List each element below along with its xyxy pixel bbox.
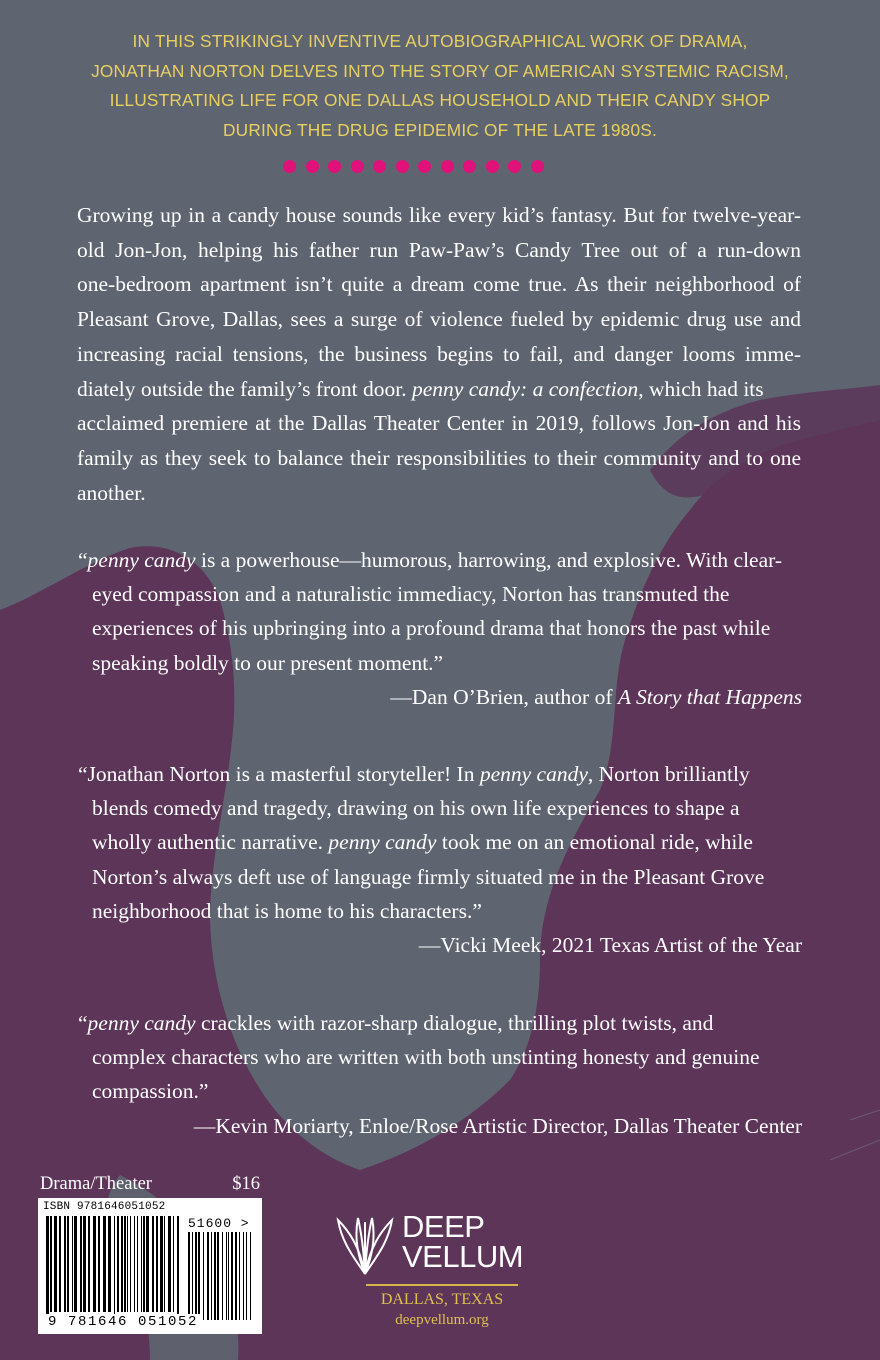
- quote-line: [78, 1006, 802, 1040]
- barcode-bar: [152, 1216, 154, 1312]
- price-barcode-bar: [222, 1232, 223, 1320]
- price-barcode-bar: [235, 1232, 237, 1320]
- barcode-bar: [156, 1216, 158, 1312]
- review-quote-3: [78, 1006, 802, 1143]
- blurb-line: ILLUSTRATING LIFE FOR ONE DALLAS HOUSEHOLD AND THEIR CANDY SHOP: [109, 90, 771, 110]
- quote-text: is a powerhouse—humorous, harrowing, and explosive. With clear-: [195, 548, 783, 572]
- isbn-barcode: [38, 1198, 262, 1334]
- genre-category: Drama/Theater: [40, 1174, 152, 1194]
- barcode-bar: [67, 1216, 69, 1312]
- barcode-bar: [83, 1216, 86, 1312]
- divider-dot: [486, 160, 499, 173]
- price-barcode-bar: [203, 1232, 204, 1320]
- price-barcode-bar: [214, 1232, 216, 1320]
- price-barcode-bar: [211, 1232, 212, 1320]
- quote-text: crackles with razor-sharp dialogue, thrilling plot twists, and: [195, 1011, 714, 1035]
- description-line: old Jon-Jon, helping his father run Paw-Paw’s Candy Tree out of a run-down: [77, 237, 801, 262]
- quote-text: took me on an emotional ride, while: [436, 830, 753, 855]
- attribution-book-title: A Story that Happens: [617, 684, 802, 709]
- divider-dot: [508, 160, 521, 173]
- price-code: 51600 >: [188, 1216, 250, 1231]
- barcode-bar: [103, 1216, 106, 1312]
- quote-mark: “: [78, 1011, 88, 1035]
- barcode-bar: [173, 1216, 174, 1312]
- price-barcode-bar: [228, 1232, 229, 1320]
- price-barcode-bar: [207, 1232, 209, 1320]
- barcode-bar: [54, 1216, 57, 1312]
- barcode-bar: [164, 1216, 165, 1312]
- description-text: , which had its: [638, 376, 764, 401]
- quote-text: , Norton brilliantly: [587, 762, 750, 786]
- barcode-bar: [146, 1216, 149, 1312]
- book-title-italic: penny candy: [87, 1011, 196, 1035]
- barcode-bar: [168, 1216, 171, 1312]
- blurb-line: DURING THE DRUG EPIDEMIC OF THE LATE 1980S.: [223, 119, 657, 140]
- review-quote-2: [78, 757, 802, 962]
- quote-text: wholly authentic narrative.: [92, 830, 329, 855]
- review-quote-1: [78, 543, 802, 714]
- divider-dot: [418, 160, 431, 173]
- barcode-bar: [93, 1216, 96, 1312]
- divider-dot: [373, 160, 386, 173]
- price-label: $16: [232, 1174, 260, 1194]
- divider-dot: [351, 160, 364, 173]
- barcode-bar: [108, 1216, 111, 1312]
- barcode-bar: [117, 1216, 119, 1312]
- price-barcode-bar: [226, 1232, 227, 1320]
- price-barcode-bar: [188, 1232, 190, 1320]
- blurb-line: JONATHAN NORTON DELVES INTO THE STORY OF AMERICAN SYSTEMIC RACISM,: [91, 60, 789, 81]
- publisher-divider: [366, 1284, 518, 1286]
- book-title-italic: penny candy: [87, 548, 196, 572]
- lotus-flower-icon: [336, 1214, 394, 1276]
- headline-blurb: [40, 27, 840, 145]
- quote-line: neighborhood that is home to his characters.”: [92, 898, 482, 923]
- barcode-bar: [59, 1216, 61, 1312]
- barcode-bar: [143, 1216, 145, 1312]
- price-barcode-bar: [250, 1232, 251, 1320]
- barcode-bar: [64, 1216, 66, 1312]
- book-title-italic: penny candy: a confection: [411, 376, 639, 401]
- barcode-bar: [114, 1216, 115, 1320]
- book-description: [77, 198, 801, 510]
- publisher-name: [402, 1209, 524, 1274]
- barcode-bar: [98, 1216, 100, 1312]
- publisher-name-line: VELLUM: [402, 1239, 524, 1274]
- dot-divider: [283, 160, 544, 174]
- quote-attribution: —Kevin Moriarty, Enloe/Rose Artistic Director, Dallas Theater Center: [193, 1113, 802, 1138]
- barcode-bar: [80, 1216, 82, 1312]
- barcode-bar: [50, 1216, 52, 1312]
- barcode-bar: [127, 1216, 128, 1312]
- book-title-italic: penny candy: [479, 762, 588, 786]
- divider-dot: [283, 160, 296, 173]
- publisher-city: DALLAS, TEXAS: [380, 1291, 504, 1308]
- barcode-bar: [74, 1216, 77, 1312]
- barcode-bar: [134, 1216, 135, 1312]
- quote-line: [78, 825, 802, 859]
- quote-line: [78, 757, 802, 791]
- barcode-bar: [177, 1216, 179, 1320]
- barcode-bar: [130, 1216, 131, 1312]
- divider-dot: [396, 160, 409, 173]
- description-line: family as they seek to balance their responsibilities to their community and to one: [77, 445, 801, 470]
- quote-attribution: —Vicki Meek, 2021 Texas Artist of the Year: [418, 933, 802, 958]
- publisher-website: deepvellum.org: [395, 1312, 489, 1328]
- quote-line: eyed compassion and a naturalistic immediacy, Norton has transmuted the: [92, 582, 730, 607]
- book-title-italic: penny candy: [328, 830, 437, 855]
- description-line: Pleasant Grove, Dallas, sees a surge of violence fueled by epidemic drug use and: [77, 307, 801, 332]
- description-line: another.: [77, 480, 146, 505]
- quote-text: “Jonathan Norton is a masterful storyteller! In: [78, 762, 480, 786]
- divider-dot: [441, 160, 454, 173]
- description-text: diately outside the family’s front door.: [77, 376, 407, 401]
- quote-attribution: [78, 680, 802, 714]
- publisher-name-line: DEEP: [402, 1209, 485, 1244]
- quote-line: experiences of his upbringing into a profound drama that honors the past while: [92, 616, 771, 641]
- quote-line: [78, 543, 802, 577]
- price-barcode-bar: [239, 1232, 240, 1320]
- price-barcode-bar: [195, 1232, 197, 1320]
- isbn-label: ISBN 9781646051052: [43, 1201, 166, 1213]
- blurb-line: IN THIS STRIKINGLY INVENTIVE AUTOBIOGRAPHICAL WORK OF DRAMA,: [132, 31, 748, 51]
- description-line: [77, 372, 801, 407]
- quote-line: Norton’s always deft use of language firmly situated me in the Pleasant Grove: [92, 864, 765, 889]
- barcode-bar: [88, 1216, 90, 1312]
- description-line: increasing racial tensions, the business begins to fail, and danger looms imme-: [77, 341, 801, 366]
- barcode-bar: [141, 1216, 142, 1312]
- price-barcode-bar: [217, 1232, 219, 1320]
- price-barcode-bar: [246, 1232, 247, 1320]
- quote-line: complex characters who are written with both unstinting honesty and genuine: [92, 1045, 760, 1070]
- quote-line: compassion.”: [92, 1079, 209, 1104]
- divider-dot: [306, 160, 319, 173]
- description-line: Growing up in a candy house sounds like every kid’s fantasy. But for twelve-year-: [77, 203, 801, 227]
- quote-line: speaking boldly to our present moment.”: [92, 650, 444, 675]
- quote-line: blends comedy and tragedy, drawing on his own life experiences to shape a: [92, 796, 740, 821]
- barcode-bar: [160, 1216, 163, 1312]
- barcode-bar: [46, 1216, 49, 1320]
- price-barcode-bar: [198, 1232, 200, 1320]
- attribution-text: —Dan O’Brien, author of: [390, 684, 618, 709]
- description-line: acclaimed premiere at the Dallas Theater Center in 2019, follows Jon-Jon and his: [77, 411, 801, 436]
- price-barcode-bar: [192, 1232, 193, 1320]
- divider-dot: [328, 160, 341, 173]
- barcode-bar: [121, 1216, 123, 1312]
- quote-mark: “: [78, 548, 88, 572]
- description-line: one-bedroom apartment isn’t quite a dream come true. As their neighborhood of: [77, 272, 801, 297]
- isbn-digits: 9 781646 051052: [48, 1314, 199, 1330]
- barcode-bar: [72, 1216, 73, 1312]
- divider-dot: [463, 160, 476, 173]
- barcode-bar: [124, 1216, 126, 1312]
- price-barcode-bar: [243, 1232, 244, 1320]
- barcode-bar: [137, 1216, 138, 1312]
- price-barcode-bar: [231, 1232, 233, 1320]
- publisher-block: [336, 1209, 546, 1332]
- divider-dot: [531, 160, 544, 173]
